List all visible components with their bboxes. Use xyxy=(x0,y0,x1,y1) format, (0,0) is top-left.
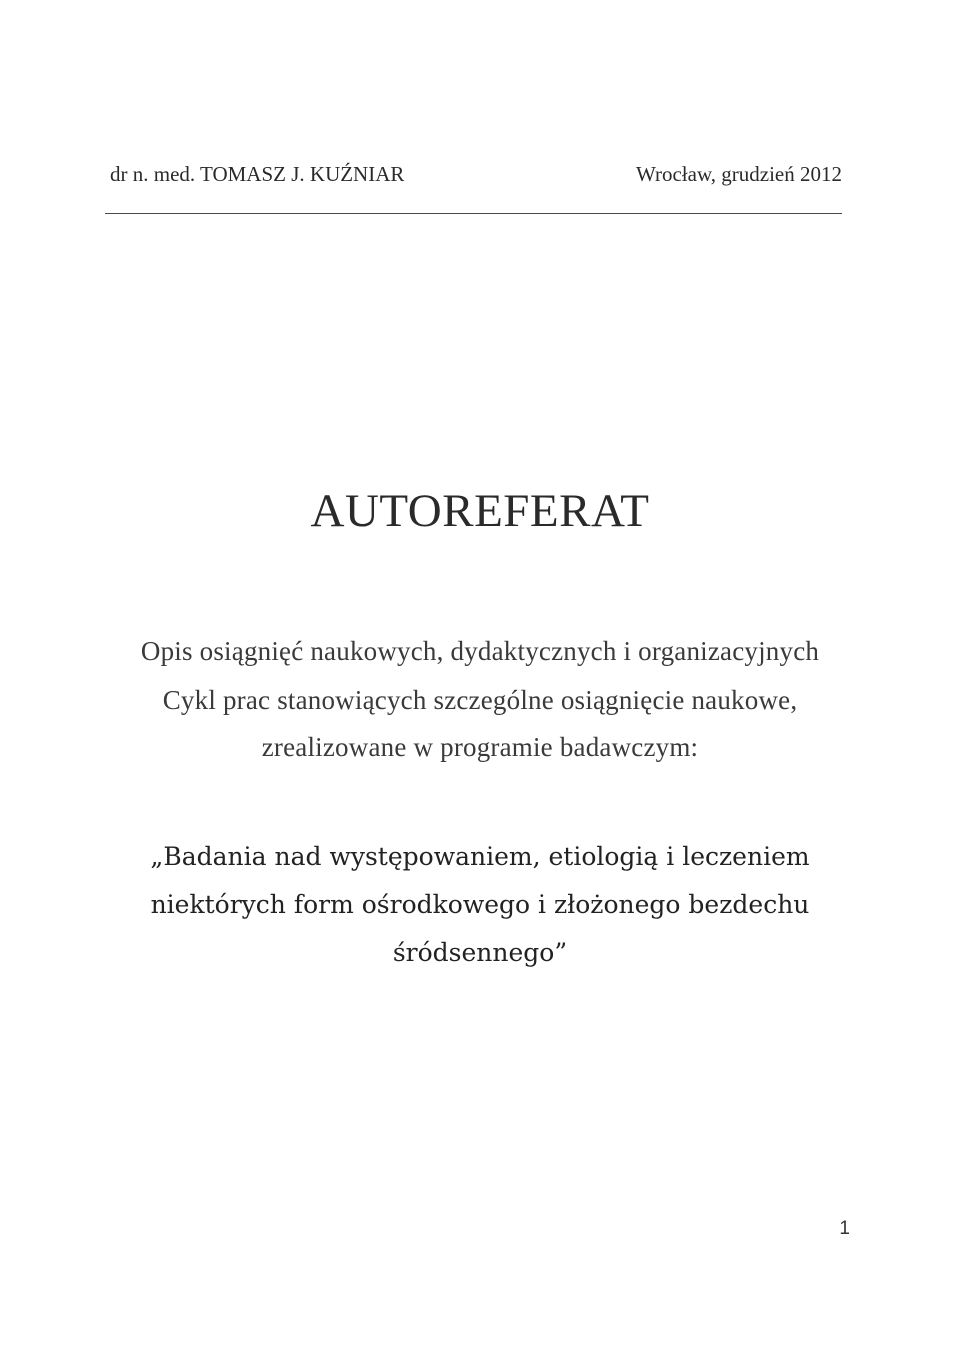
document-title: AUTOREFERAT xyxy=(310,485,650,537)
author-name: dr n. med. TOMASZ J. KUŹNIAR xyxy=(110,162,405,186)
research-topic-line-2: niektórych form ośrodkowego i złożonego bezdechu xyxy=(150,890,810,919)
header-divider xyxy=(105,213,842,214)
research-topic-line-3: śródsennego” xyxy=(392,938,568,967)
research-topic-line-1: „Badania nad występowaniem, etiologią i leczeniem xyxy=(150,842,810,871)
subtitle-line-3: zrealizowane w programie badawczym: xyxy=(261,732,699,762)
subtitle-line-1: Opis osiągnięć naukowych, dydaktycznych i organizacyjnych xyxy=(140,636,820,666)
place-and-date: Wrocław, grudzień 2012 xyxy=(636,162,842,186)
page-number: 1 xyxy=(839,1218,850,1239)
subtitle-line-2: Cykl prac stanowiących szczególne osiągnięcie naukowe, xyxy=(162,685,798,715)
